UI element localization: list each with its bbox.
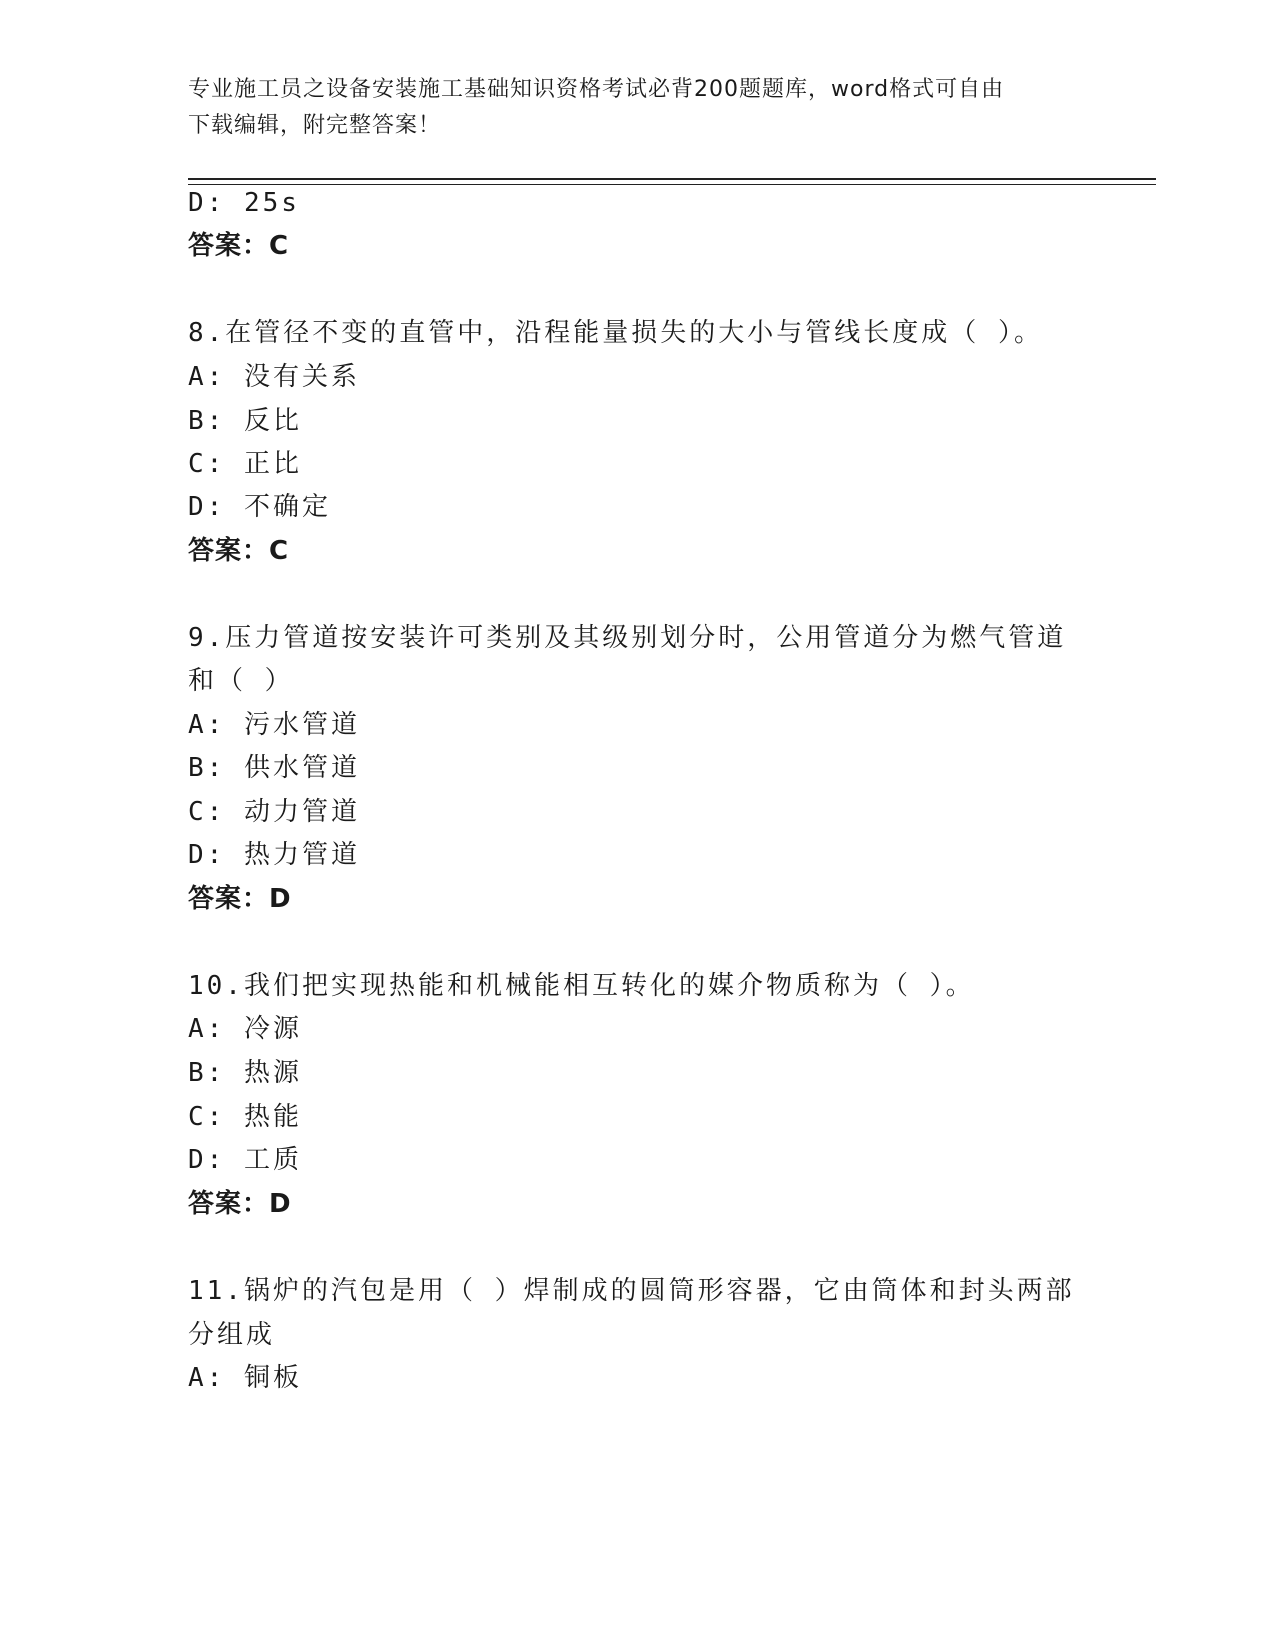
q8-stem: 8.在管径不变的直管中，沿程能量损失的大小与管线长度成（ ）。 [188,318,1043,348]
prev-option-d: D: 25s [188,188,300,218]
q9-stem-line-2: 和（ ） [188,666,294,696]
q8-answer: 答案：C [188,536,290,566]
q8-option-a: A: 没有关系 [188,362,360,392]
q10-option-c: C: 热能 [188,1102,302,1132]
q9-stem-line-1: 9.压力管道按安装许可类别及其级别划分时，公用管道分为燃气管道 [188,623,1067,653]
q10-answer: 答案：D [188,1189,292,1219]
q10-option-a: A: 冷源 [188,1014,302,1044]
q9-option-b: B: 供水管道 [188,753,360,783]
q8-option-c: C: 正比 [188,449,302,479]
q8-option-d: D: 不确定 [188,492,331,522]
q11-stem-line-2: 分组成 [188,1320,276,1350]
header-line-1: 专业施工员之设备安装施工基础知识资格考试必背200题题库，word格式可自由 [188,77,1005,102]
q9-answer: 答案：D [188,884,292,914]
q8-option-b: B: 反比 [188,406,302,436]
prev-answer: 答案：C [188,231,290,261]
q10-option-d: D: 工质 [188,1145,302,1175]
q9-option-d: D: 热力管道 [188,840,360,870]
header-divider-thin [188,184,1156,185]
header-divider-thick [188,178,1156,180]
q9-option-c: C: 动力管道 [188,797,360,827]
document-header [188,72,1088,144]
q11-stem-line-1: 11.锅炉的汽包是用（ ）焊制成的圆筒形容器，它由筒体和封头两部 [188,1276,1075,1306]
q10-stem: 10.我们把实现热能和机械能相互转化的媒介物质称为（ ）。 [188,971,975,1001]
q9-option-a: A: 污水管道 [188,710,360,740]
q10-option-b: B: 热源 [188,1058,302,1088]
header-line-2: 下载编辑，附完整答案！ [188,113,442,138]
q11-option-a: A: 铜板 [188,1363,302,1393]
